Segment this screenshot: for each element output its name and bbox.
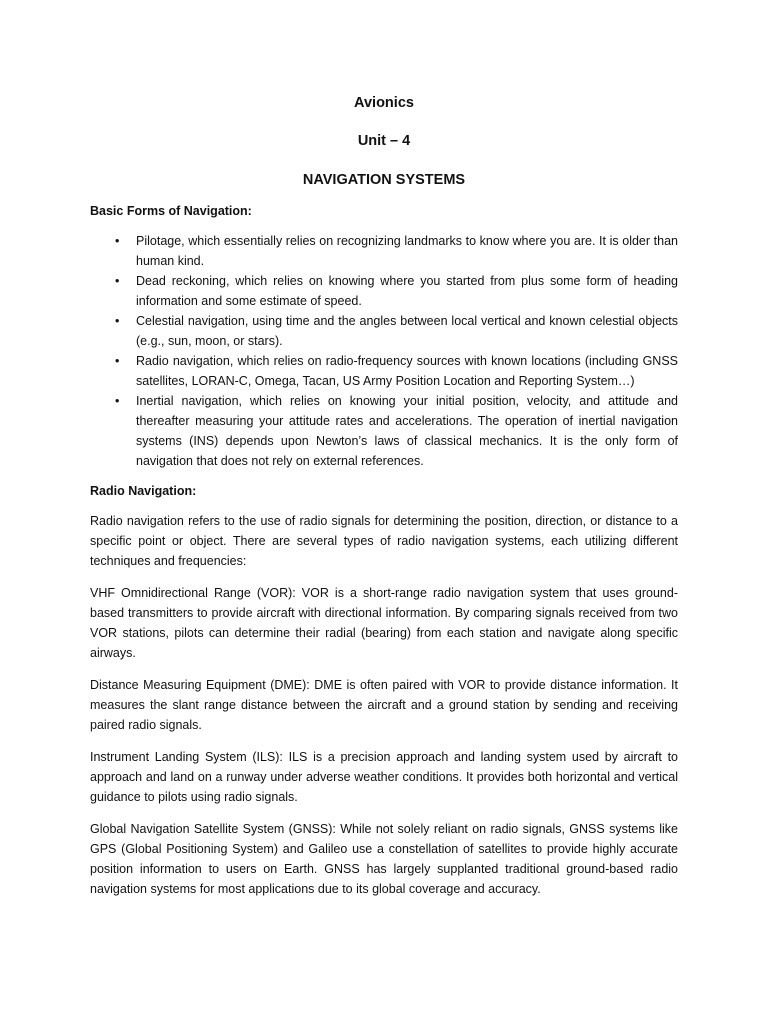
document-page bbox=[90, 92, 678, 911]
bullet-icon: • bbox=[115, 314, 120, 328]
unit-title: Unit – 4 bbox=[357, 133, 411, 149]
paragraph-vor: VHF Omnidirectional Range (VOR): VOR is a short-range radio navigation system that uses ground-based transmitters to provide aircraft with directional information. By comparing signals received from two VOR stations, pilots can determine their radial (bearing) from each station and navigate along specific airways. bbox=[90, 586, 678, 660]
chapter-title: NAVIGATION SYSTEMS bbox=[302, 172, 466, 188]
bullet-icon: • bbox=[115, 234, 120, 248]
subject-title: Avionics bbox=[354, 95, 414, 111]
bullet-icon: • bbox=[115, 354, 120, 368]
paragraph-gnss: Global Navigation Satellite System (GNSS): While not solely reliant on radio signals, GNSS systems like GPS (Global Positioning System) and Galileo use a constellation of satellites to provide highly accurate position information to users on Earth. GNSS has largely supplanted traditional ground-based radio navigation systems for most applications due to its global coverage and accuracy. bbox=[90, 822, 678, 896]
list-item-text: Dead reckoning, which relies on knowing where you started from plus some form of heading information and some estimate of speed. bbox=[136, 274, 678, 308]
paragraph-ils: Instrument Landing System (ILS): ILS is a precision approach and landing system used by aircraft to approach and land on a runway under adverse weather conditions. It provides both horizontal and vertical guidance to pilots using radio signals. bbox=[90, 750, 678, 804]
paragraph-radio-intro: Radio navigation refers to the use of radio signals for determining the position, direction, or distance to a specific point or object. There are several types of radio navigation systems, each utilizing different techniques and frequencies: bbox=[90, 514, 678, 568]
basic-forms-list bbox=[90, 231, 678, 471]
list-item bbox=[90, 311, 678, 351]
list-item-text: Inertial navigation, which relies on knowing your initial position, velocity, and attitude and thereafter measuring your attitude rates and accelerations. The operation of inertial navigation systems (INS) depends upon Newton’s laws of classical mechanics. It is the only form of navigation that does not rely on external references. bbox=[136, 394, 678, 468]
bullet-icon: • bbox=[115, 274, 120, 288]
list-item bbox=[90, 351, 678, 391]
bullet-icon: • bbox=[115, 394, 120, 408]
list-item bbox=[90, 231, 678, 271]
list-item-text: Radio navigation, which relies on radio-frequency sources with known locations (including GNSS satellites, LORAN-C, Omega, Tacan, US Army Position Location and Reporting System…) bbox=[136, 354, 678, 388]
list-item-text: Pilotage, which essentially relies on recognizing landmarks to know where you are. It is older than human kind. bbox=[136, 234, 678, 268]
radio-navigation-heading: Radio Navigation: bbox=[90, 484, 197, 498]
list-item bbox=[90, 391, 678, 471]
paragraph-dme: Distance Measuring Equipment (DME): DME is often paired with VOR to provide distance information. It measures the slant range distance between the aircraft and a ground station by sending and receiving paired radio signals. bbox=[90, 678, 678, 732]
list-item-text: Celestial navigation, using time and the angles between local vertical and known celestial objects (e.g., sun, moon, or stars). bbox=[136, 314, 678, 348]
list-item bbox=[90, 271, 678, 311]
basic-forms-heading: Basic Forms of Navigation: bbox=[90, 204, 252, 218]
